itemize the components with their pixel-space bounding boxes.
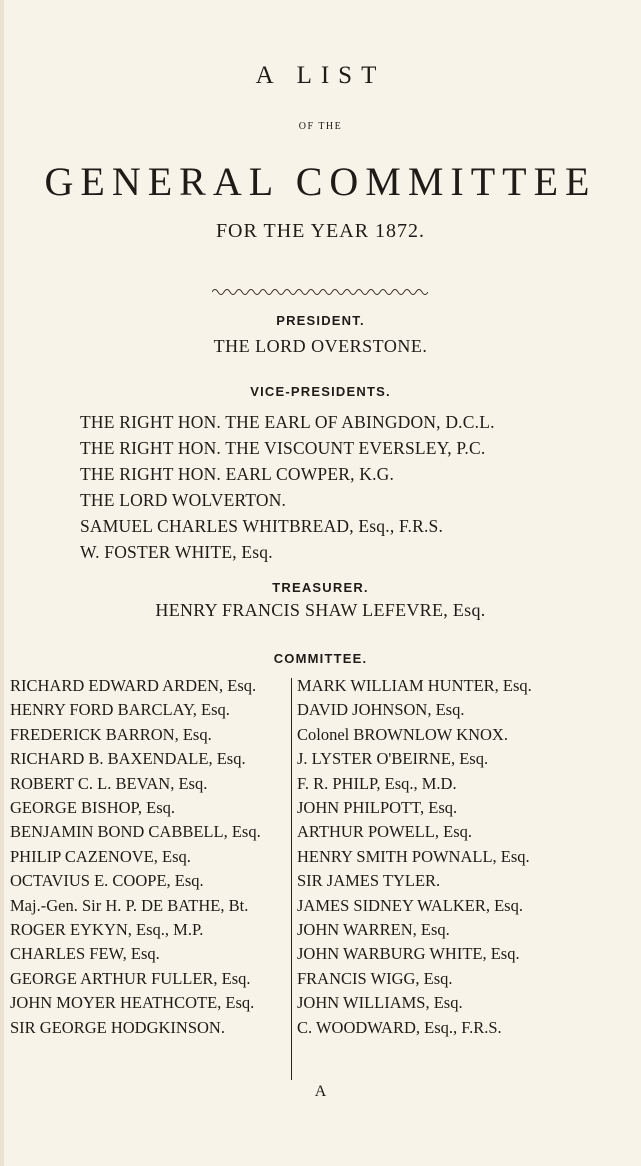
committee-member: ROBERT C. L. BEVAN, Esq.	[10, 773, 208, 793]
committee-member: MARK WILLIAM HUNTER, Esq.	[297, 676, 532, 695]
committee-member: OCTAVIUS E. COOPE, Esq.	[10, 871, 204, 891]
vice-president-name: THE LORD WOLVERTON.	[80, 490, 287, 510]
title-a-list: A LIST	[255, 62, 386, 89]
wavy-rule-ornament	[212, 287, 428, 297]
committee-member: GEORGE ARTHUR FULLER, Esq.	[10, 968, 251, 988]
committee-right-column	[297, 674, 532, 1040]
title-year: FOR THE YEAR 1872.	[215, 220, 426, 242]
vice-president-name: THE RIGHT HON. EARL COWPER, K.G.	[80, 464, 395, 484]
committee-member: FRANCIS WIGG, Esq.	[297, 968, 453, 988]
committee-member: GEORGE BISHOP, Esq.	[10, 798, 176, 818]
committee-member: FREDERICK BARRON, Esq.	[10, 724, 212, 744]
committee-member: SIR JAMES TYLER.	[297, 871, 441, 891]
committee-left-column	[10, 674, 261, 1040]
committee-member: BENJAMIN BOND CABBELL, Esq.	[10, 822, 261, 842]
committee-member: ARTHUR POWELL, Esq.	[297, 822, 472, 842]
committee-member: F. R. PHILP, Esq., M.D.	[297, 773, 457, 793]
committee-heading: COMMITTEE.	[273, 651, 368, 666]
committee-member: JOHN MOYER HEATHCOTE, Esq.	[10, 993, 255, 1013]
committee-member: JOHN WILLIAMS, Esq.	[297, 993, 463, 1013]
vice-president-name: W. FOSTER WHITE, Esq.	[80, 542, 273, 562]
committee-member: Maj.-Gen. Sir H. P. DE BATHE, Bt.	[10, 895, 249, 915]
committee-member: DAVID JOHNSON, Esq.	[297, 700, 465, 720]
vice-president-name: SAMUEL CHARLES WHITBREAD, Esq., F.R.S.	[80, 516, 444, 536]
signature-mark: A	[314, 1083, 327, 1100]
committee-member: RICHARD EDWARD ARDEN, Esq.	[10, 676, 257, 695]
vice-president-name: THE RIGHT HON. THE VISCOUNT EVERSLEY, P.C.	[80, 438, 486, 458]
vice-presidents-list	[80, 409, 495, 565]
vice-president-name: THE RIGHT HON. THE EARL OF ABINGDON, D.C.L.	[80, 412, 495, 432]
committee-member: ROGER EYKYN, Esq., M.P.	[10, 920, 204, 940]
committee-member: RICHARD B. BAXENDALE, Esq.	[10, 749, 246, 769]
committee-member: JOHN WARBURG WHITE, Esq.	[297, 944, 520, 964]
president-heading: PRESIDENT.	[276, 313, 365, 328]
committee-member: PHILIP CAZENOVE, Esq.	[10, 846, 191, 866]
committee-member: JOHN WARREN, Esq.	[297, 920, 450, 940]
treasurer-heading: TREASURER.	[272, 580, 369, 595]
treasurer-name: HENRY FRANCIS SHAW LEFEVRE, Esq.	[155, 600, 486, 620]
committee-member: HENRY SMITH POWNALL, Esq.	[297, 846, 530, 866]
committee-member: JOHN PHILPOTT, Esq.	[297, 798, 458, 818]
committee-member: SIR GEORGE HODGKINSON.	[10, 1017, 225, 1037]
committee-member: CHARLES FEW, Esq.	[10, 944, 160, 964]
president-name: THE LORD OVERSTONE.	[213, 336, 428, 356]
title-of-the: OF THE	[298, 121, 343, 132]
vice-presidents-heading: VICE-PRESIDENTS.	[250, 384, 391, 399]
committee-member: JAMES SIDNEY WALKER, Esq.	[297, 895, 523, 915]
committee-member: C. WOODWARD, Esq., F.R.S.	[297, 1017, 502, 1037]
title-general-committee: GENERAL COMMITTEE	[44, 159, 597, 204]
column-divider	[291, 678, 292, 1080]
committee-member: Colonel BROWNLOW KNOX.	[297, 724, 508, 744]
committee-member: HENRY FORD BARCLAY, Esq.	[10, 700, 230, 720]
committee-member: J. LYSTER O'BEIRNE, Esq.	[297, 749, 489, 769]
